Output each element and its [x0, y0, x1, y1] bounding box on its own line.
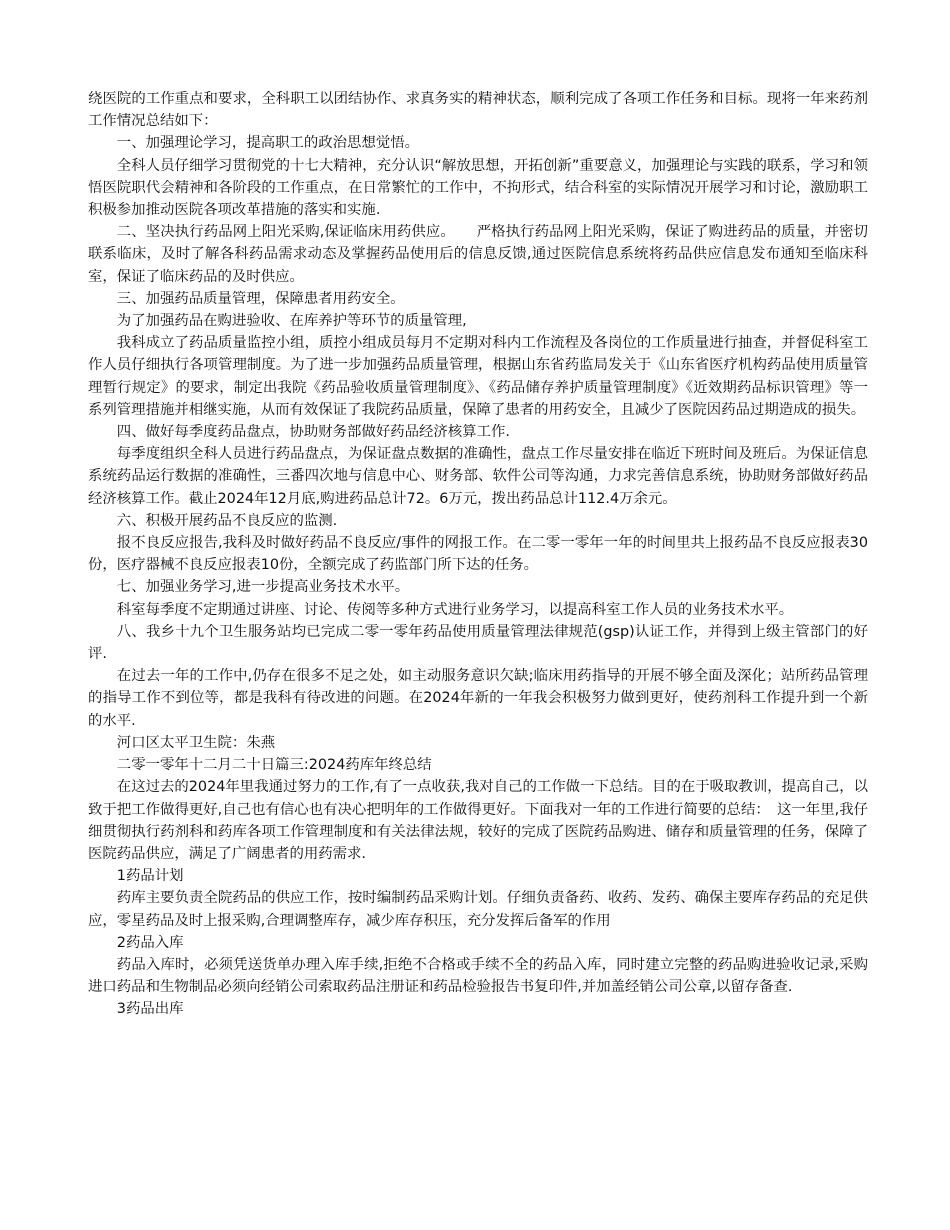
signature-line: 河口区太平卫生院：朱燕: [116, 734, 276, 751]
paragraph: 报不良反应报告,我科及时做好药品不良反应/事件的网报工作。在二零一零年一年的时间里共上报药品不良反应报表30份，医疗器械不良反应报表10份，全额完成了药监部门所下达的任务。: [88, 535, 868, 574]
paragraph: 药库主要负责全院药品的供应工作，按时编制药品采购计划。仔细负责备药、收药、发药、确保主要库存药品的充足供应，零星药品及时上报采购,合理调整库存，减少库存积压，充分发挥后备军的作用: [88, 890, 868, 929]
paragraph: 在过去一年的工作中,仍存在很多不足之处，如主动服务意识欠缺;临床用药指导的开展不够全面及深化；站所药品管理的指导工作不到位等，都是我科有待改进的问题。在2024年新的一年我会积极努力做到更好，使药剂科工作提升到一个新的水平.: [88, 668, 868, 729]
section-heading-3: 三、加强药品质量管理，保障患者用药安全。: [116, 290, 405, 307]
paragraph-intro: 绕医院的工作重点和要求，全科职工以团结协作、求真务实的精神状态，顺利完成了各项工作任务和目标。现将一年来药剂工作情况总结如下：: [88, 91, 868, 130]
paragraph: 在这过去的2024年里我通过努力的工作,有了一点收获,我对自己的工作做一下总结。目的在于吸取教训，提高自己，以致于把工作做得更好,自己也有信心也有决心把明年的工作做得更好。下面我对一年的工作进行简要的总结： 这一年里,我仔细贯彻执行药剂科和药库各项工作管理制度和有关法律法规，较好的完成了医院药品购进、储存和质量管理的任务，保障了医院药品供应，满足了广阔患者的用药需求.: [88, 779, 868, 862]
paragraph: 每季度组织全科人员进行药品盘点，为保证盘点数据的准确性，盘点工作尽量安排在临近下班时间及班后。为保证信息系统药品运行数据的准确性，三番四次地与信息中心、财务部、软件公司等沟通，力求完善信息系统，协助财务部做好药品经济核算工作。截止2024年12月底,购进药品总计72。6万元，拨出药品总计112.4万余元。: [88, 446, 868, 507]
section-heading-8: 八、我乡十九个卫生服务站均已完成二零一零年药品使用质量管理法律规范(gsp)认证工作，并得到上级主管部门的好评.: [88, 623, 868, 663]
section-heading-4: 四、做好每季度药品盘点，协助财务部做好药品经济核算工作.: [116, 424, 510, 441]
section-heading-2: 二、坚决执行药品网上阳光采购,保证临床用药供应。 严格执行药品网上阳光采购，保证了购进药品的质量，并密切联系临床，及时了解各科药品需求动态及掌握药品使用后的信息反馈,通过医院信息系统将药品供应信息发布通知至临床科室，保证了临床药品的及时供应。: [88, 224, 868, 285]
section-heading-7: 七、加强业务学习,进一步提高业务技术水平。: [116, 579, 410, 596]
paragraph: 全科人员仔细学习贯彻党的十七大精神，充分认识“解放思想，开拓创新”重要意义，加强理论与实践的联系，学习和领悟医院职代会精神和各阶段的工作重点，在日常繁忙的工作中，不拘形式，结合科室的实际情况开展学习和讨论，激励职工积极参加推动医院各项改革措施的落实和实施.: [88, 157, 868, 219]
subsection-heading-3: 3药品出库: [116, 1001, 184, 1018]
document-page: [88, 88, 868, 1021]
paragraph: 为了加强药品在购进验收、在库养护等环节的质量管理,: [116, 313, 467, 330]
section-heading-1: 一、加强理论学习，提高职工的政治思想觉悟。: [116, 135, 420, 152]
paragraph: 我科成立了药品质量监控小组，质控小组成员每月不定期对科内工作流程及各岗位的工作质量进行抽查，并督促科室工作人员仔细执行各项管理制度。为了进一步加强药品质量管理，根据山东省药监局发关于《山东省医疗机构药品使用质量管理暂行规定》的要求，制定出我院《药品验收质量管理制度》、《药品储存养护质量管理制度》《近效期药品标识管理》等一系列管理措施并相继实施，从而有效保证了我院药品质量，保障了患者的用药安全，且减少了医院因药品过期造成的损失。: [88, 335, 868, 418]
subsection-heading-1: 1药品计划: [116, 868, 184, 885]
paragraph: 药品入库时，必须凭送货单办理入库手续,拒绝不合格或手续不全的药品入库，同时建立完整的药品购进验收记录,采购进口药品和生物制品必须向经销公司索取药品注册证和药品检验报告书复印件,并加盖经销公司公章,以留存备查.: [88, 956, 868, 996]
date-and-chapter-title: 二零一零年十二月二十日篇三:2024药库年终总结: [116, 757, 432, 774]
subsection-heading-2: 2药品入库: [116, 934, 184, 951]
section-heading-6: 六、积极开展药品不良反应的监测.: [116, 512, 338, 529]
paragraph: 科室每季度不定期通过讲座、讨论、传阅等多种方式进行业务学习，以提高科室工作人员的业务技术水平。: [116, 601, 794, 618]
